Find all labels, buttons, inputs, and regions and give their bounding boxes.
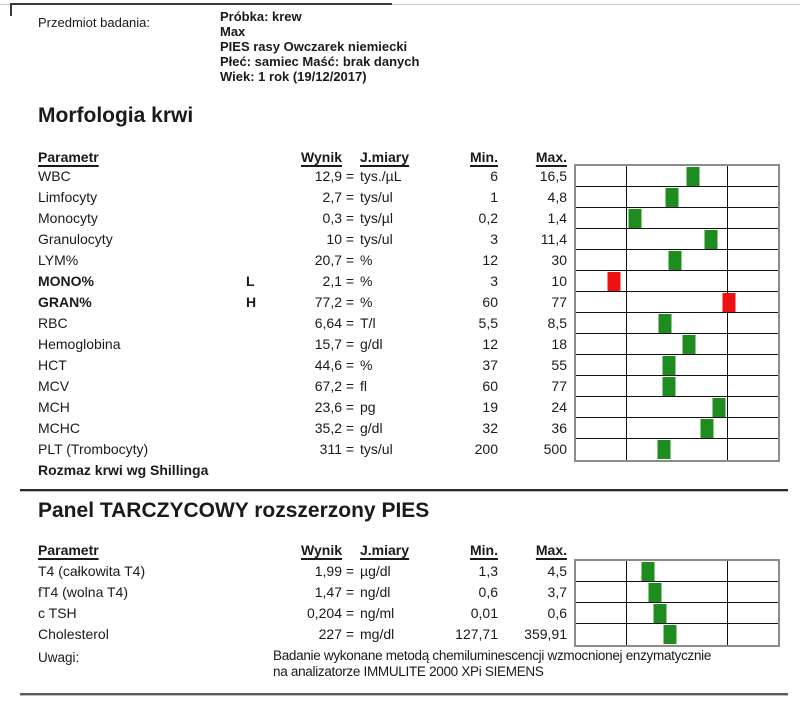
- max-value: 4,5: [547, 563, 567, 579]
- unit-label: tys/µl: [360, 210, 393, 226]
- range-marker-normal: [628, 209, 641, 228]
- max-value: 10: [551, 273, 567, 289]
- unit-label: fl: [360, 378, 367, 394]
- param-name: Cholesterol: [38, 626, 109, 642]
- table-header-thyroid: [0, 540, 800, 561]
- max-value: 18: [551, 336, 567, 352]
- result-value: 0,3: [322, 210, 342, 226]
- unit-label: tys./µL: [360, 168, 402, 184]
- equals-sign: =: [345, 315, 355, 331]
- chart-row-separator: [576, 249, 778, 250]
- page-bottom-rule: [20, 693, 788, 696]
- flag-indicator: H: [246, 294, 257, 310]
- sex-coat-line: Płeć: samiec Maść: brak danych: [220, 54, 420, 69]
- unit-label: ng/ml: [360, 605, 395, 621]
- remarks-line: Badanie wykonane metodą chemiluminescencji wzmocnionej enzymatycznie: [273, 648, 712, 663]
- param-name: LYM%: [38, 252, 79, 268]
- unit-label: pg: [360, 399, 376, 415]
- range-marker-normal: [642, 562, 655, 581]
- section-title-thyroid: Panel TARCZYCOWY rozszerzony PIES: [38, 499, 430, 522]
- column-header-param: Parametr: [38, 542, 99, 558]
- range-marker-abnormal: [607, 272, 620, 291]
- max-value: 36: [551, 420, 567, 436]
- equals-sign: =: [345, 605, 355, 621]
- result-value: 6,64: [314, 315, 342, 331]
- min-value: 1,3: [478, 563, 498, 579]
- range-marker-normal: [663, 356, 676, 375]
- equals-sign: =: [345, 336, 355, 352]
- param-name: RBC: [38, 315, 68, 331]
- chart-row-separator: [576, 207, 778, 208]
- result-value: 12,9: [314, 168, 342, 184]
- max-value: 55: [551, 357, 567, 373]
- range-marker-normal: [713, 398, 726, 417]
- equals-sign: =: [345, 584, 355, 600]
- range-marker-normal: [669, 251, 682, 270]
- equals-sign: =: [345, 252, 355, 268]
- unit-label: %: [360, 357, 373, 373]
- range-marker-normal: [701, 419, 714, 438]
- reference-range-chart-morphology: [574, 164, 780, 462]
- min-value: 1: [490, 189, 498, 205]
- equals-sign: =: [345, 441, 355, 457]
- max-value: 16,5: [539, 168, 567, 184]
- column-header-max: Max.: [535, 542, 567, 558]
- chart-range-boundary: [727, 561, 728, 645]
- remarks-text: [273, 648, 783, 680]
- chart-row-separator: [576, 333, 778, 334]
- chart-row-separator: [576, 270, 778, 271]
- unit-label: tys/ul: [360, 231, 393, 247]
- page-bottom-rule-light-line: [20, 695, 788, 696]
- max-value: 1,4: [547, 210, 567, 226]
- range-marker-normal: [665, 188, 678, 207]
- min-value: 0,6: [478, 584, 498, 600]
- chart-range-boundary: [727, 166, 728, 460]
- remarks-line: na analizatorze IMMULITE 2000 XPi SIEMENS: [273, 664, 544, 679]
- range-marker-normal: [686, 167, 699, 186]
- patient-name: Max: [220, 24, 246, 39]
- range-marker-normal: [648, 583, 661, 602]
- range-marker-normal: [663, 377, 676, 396]
- param-name: Granulocyty: [38, 231, 113, 247]
- unit-label: µg/dl: [360, 563, 391, 579]
- result-value: 20,7: [314, 252, 342, 268]
- max-value: 11,4: [540, 231, 567, 247]
- column-header-param: Parametr: [38, 149, 99, 165]
- min-value: 19: [482, 399, 498, 415]
- min-value: 37: [482, 357, 498, 373]
- unit-label: mg/dl: [360, 626, 395, 642]
- range-marker-normal: [658, 314, 671, 333]
- min-value: 127,71: [455, 626, 498, 642]
- max-value: 359,91: [524, 626, 567, 642]
- equals-sign: =: [345, 563, 355, 579]
- result-value: 227: [318, 626, 342, 642]
- result-value: 1,99: [314, 563, 342, 579]
- result-value: 35,2: [314, 420, 342, 436]
- chart-row-separator: [576, 623, 778, 624]
- equals-sign: =: [345, 210, 355, 226]
- result-value: 0,204: [306, 605, 342, 621]
- max-value: 24: [551, 399, 567, 415]
- unit-label: tys/ul: [360, 189, 393, 205]
- unit-label: ng/dl: [360, 584, 391, 600]
- max-value: 77: [551, 294, 567, 310]
- result-value: 1,47: [314, 584, 342, 600]
- unit-label: T/l: [360, 315, 376, 331]
- param-name: c TSH: [38, 605, 77, 621]
- unit-label: %: [360, 294, 373, 310]
- param-name: MONO%: [38, 273, 94, 289]
- min-value: 6: [490, 168, 498, 184]
- chart-range-boundary: [626, 166, 627, 460]
- min-value: 0,2: [478, 210, 498, 226]
- equals-sign: =: [345, 626, 355, 642]
- reference-range-chart-thyroid: [574, 559, 780, 647]
- column-header-max: Max.: [535, 149, 567, 165]
- max-value: 4,8: [547, 189, 567, 205]
- param-name: GRAN%: [38, 294, 92, 310]
- equals-sign: =: [345, 357, 355, 373]
- result-value: 2,7: [322, 189, 342, 205]
- param-name: Limfocyty: [38, 189, 98, 205]
- page-corner-tick: [10, 3, 12, 16]
- min-value: 200: [474, 441, 498, 457]
- unit-label: g/dl: [360, 336, 383, 352]
- chart-row-separator: [576, 417, 778, 418]
- equals-sign: =: [345, 294, 355, 310]
- column-header-result: Wynik: [301, 149, 342, 165]
- result-value: 67,2: [314, 378, 342, 394]
- species-breed-line: PIES rasy Owczarek niemiecki: [220, 39, 408, 54]
- range-marker-normal: [704, 230, 717, 249]
- result-value: 10: [326, 231, 342, 247]
- column-header-min: Min.: [470, 149, 498, 165]
- chart-row-separator: [576, 354, 778, 355]
- range-marker-normal: [663, 625, 676, 644]
- min-value: 60: [482, 294, 498, 310]
- param-name: fT4 (wolna T4): [38, 584, 128, 600]
- result-value: 77,2: [314, 294, 342, 310]
- param-name: WBC: [38, 168, 71, 184]
- flag-indicator: L: [246, 273, 255, 289]
- min-value: 5,5: [478, 315, 498, 331]
- max-value: 77: [551, 378, 567, 394]
- min-value: 60: [482, 378, 498, 394]
- equals-sign: =: [345, 273, 355, 289]
- sample-line: Próbka: krew: [220, 9, 302, 24]
- max-value: 8,5: [547, 315, 567, 331]
- min-value: 3: [490, 231, 498, 247]
- chart-row-separator: [576, 581, 778, 582]
- unit-label: %: [360, 273, 373, 289]
- chart-row-separator: [576, 396, 778, 397]
- chart-row-separator: [576, 375, 778, 376]
- result-value: 15,7: [314, 336, 342, 352]
- chart-range-boundary: [626, 561, 627, 645]
- min-value: 32: [482, 420, 498, 436]
- remarks-label: Uwagi:: [38, 650, 80, 665]
- range-marker-normal: [657, 440, 670, 459]
- age-line: Wiek: 1 rok (19/12/2017): [220, 69, 367, 84]
- table-footer-smear: Rozmaz krwi wg Shillinga: [38, 462, 209, 478]
- min-value: 3: [490, 273, 498, 289]
- page-top-border-dark: [10, 3, 392, 5]
- result-value: 44,6: [314, 357, 342, 373]
- chart-row-separator: [576, 602, 778, 603]
- section-title-morphology: Morfologia krwi: [38, 104, 194, 127]
- column-header-unit: J.miary: [360, 149, 410, 165]
- range-marker-normal: [682, 335, 695, 354]
- section-divider-light-line: [20, 491, 788, 492]
- param-name: T4 (całkowita T4): [38, 563, 146, 579]
- column-header-unit: J.miary: [360, 542, 410, 558]
- equals-sign: =: [345, 168, 355, 184]
- equals-sign: =: [345, 420, 355, 436]
- column-header-min: Min.: [470, 542, 498, 558]
- subject-info: [220, 9, 419, 84]
- chart-row-separator: [576, 291, 778, 292]
- param-name: HCT: [38, 357, 67, 373]
- chart-row-separator: [576, 186, 778, 187]
- subject-label: Przedmiot badania:: [38, 15, 151, 30]
- chart-row-separator: [576, 312, 778, 313]
- equals-sign: =: [345, 231, 355, 247]
- param-name: Monocyty: [38, 210, 98, 226]
- unit-label: g/dl: [360, 420, 383, 436]
- param-name: MCHC: [38, 420, 80, 436]
- range-marker-abnormal: [722, 293, 735, 312]
- equals-sign: =: [345, 189, 355, 205]
- equals-sign: =: [345, 399, 355, 415]
- param-name: PLT (Trombocyty): [38, 441, 149, 457]
- result-value: 23,6: [314, 399, 342, 415]
- max-value: 30: [551, 252, 567, 268]
- min-value: 0,01: [470, 605, 498, 621]
- equals-sign: =: [345, 378, 355, 394]
- chart-row-separator: [576, 228, 778, 229]
- param-name: MCH: [38, 399, 70, 415]
- result-value: 311: [319, 441, 342, 457]
- min-value: 12: [482, 252, 498, 268]
- chart-row-separator: [576, 438, 778, 439]
- param-name: MCV: [38, 378, 70, 394]
- unit-label: tys/ul: [360, 441, 393, 457]
- max-value: 0,6: [547, 605, 567, 621]
- max-value: 500: [543, 441, 567, 457]
- range-marker-normal: [653, 604, 666, 623]
- unit-label: %: [360, 252, 373, 268]
- column-header-result: Wynik: [301, 542, 342, 558]
- param-name: Hemoglobina: [38, 336, 121, 352]
- section-divider: [20, 489, 788, 492]
- result-value: 2,1: [322, 273, 342, 289]
- max-value: 3,7: [547, 584, 567, 600]
- min-value: 12: [482, 336, 498, 352]
